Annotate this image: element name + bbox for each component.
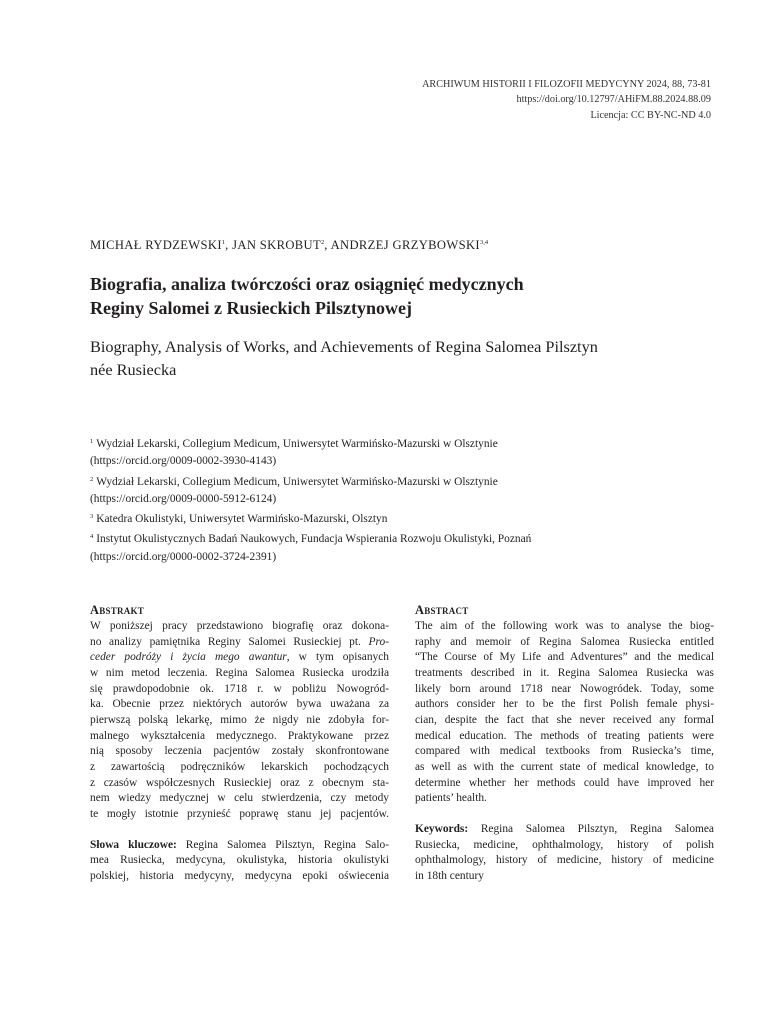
title-english bbox=[90, 335, 710, 381]
title-polish-line: Reginy Salomei z Rusieckich Pilsztynowej bbox=[90, 298, 412, 318]
orcid-link[interactable]: (https://orcid.org/0000-0002-3724-2391) bbox=[90, 550, 277, 563]
title-polish-line: Biografia, analiza twórczości oraz osiągnięć medycznych bbox=[90, 274, 524, 294]
author-name: ANDRZEJ GRZYBOWSKI bbox=[330, 238, 480, 252]
affiliation-marker: 4 bbox=[90, 533, 94, 541]
license-text: Licencja: CC BY-NC-ND 4.0 bbox=[590, 109, 711, 121]
abstract-line: “The Course of My Life and Adventures” and the medical bbox=[415, 651, 714, 664]
orcid-link[interactable]: (https://orcid.org/0009-0000-5912-6124) bbox=[90, 492, 277, 505]
author-list: MICHAŁ RYDZEWSKI$^1$, JAN SKROBUT$^2$, ANDRZEJ GRZYBOWSKI$^{3,4}$ bbox=[90, 238, 489, 252]
keywords-line: Keywords: Regina Salomea Pilsztyn, Regina Salomea bbox=[415, 822, 714, 835]
affiliation-marker: 3 bbox=[90, 513, 94, 521]
keywords-line: Rusiecka, medicine, ophthalmology, history of polish bbox=[415, 838, 714, 851]
author-affiliation-marker: 2 bbox=[321, 239, 325, 246]
doi-link[interactable]: https://doi.org/10.12797/AHiFM.88.2024.88.09 bbox=[516, 94, 711, 106]
slowa-kluczowe-label: Słowa kluczowe: bbox=[90, 838, 177, 851]
abstract-heading: Abstract bbox=[415, 603, 469, 617]
author-affiliation-marker: 1 bbox=[221, 239, 226, 246]
abstrakt-heading: Abstrakt bbox=[90, 603, 144, 617]
abstrakt-line: się prawdopodobnie ok. 1718 r. w pobliżu Nowogród- bbox=[90, 682, 389, 695]
orcid-link[interactable]: (https://orcid.org/0009-0002-3930-4143) bbox=[90, 455, 277, 468]
abstract-line: raphy and memoir of Regina Salomea Rusiecka entitled bbox=[415, 635, 714, 648]
journal-citation: ARCHIWUM HISTORII I FILOZOFII MEDYCYNY 2024, 88, 73-81 bbox=[422, 79, 711, 90]
abstrakt-line: te mogły istotnie przynieść poprawę stanu jej pacjentów. bbox=[90, 807, 389, 820]
author-affiliation-marker: 3,4 bbox=[479, 239, 489, 246]
abstrakt-line: w nim metod leczenia. Regina Salomea Rusiecka urodziła bbox=[90, 666, 389, 679]
abstract-line: authors consider her to be the first Polish female physi- bbox=[415, 698, 714, 711]
title-english-line: Biography, Analysis of Works, and Achievements of Regina Salomea Pilsztyn bbox=[90, 337, 598, 356]
abstrakt-line: no analizy pamiętnika Reginy Salomei Rusieckiej pt. Pro- bbox=[90, 635, 389, 648]
memoir-title-italic: Pro- bbox=[368, 635, 389, 648]
abstrakt-line: W poniższej pracy przedstawiono biografię oraz dokona- bbox=[90, 620, 389, 632]
keywords-label: Keywords: bbox=[415, 822, 469, 835]
author-name: JAN SKROBUT bbox=[232, 238, 322, 252]
affiliation-line: $^3$ Katedra Okulistyki, Uniwersytet Warmińsko-Mazurski, Olsztyn bbox=[90, 513, 388, 526]
journal-header bbox=[291, 77, 711, 123]
abstract-line: treatments described in it. Regina Salomea Rusiecka was bbox=[415, 666, 714, 679]
affiliation-line: $^4$ Instytut Okulistycznych Badań Naukowych, Fundacja Wspierania Rozwoju Okulistyki, Poznań bbox=[90, 533, 532, 546]
slowa-kluczowe-line: Słowa kluczowe: Regina Salomea Pilsztyn, Regina Salo- bbox=[90, 838, 389, 851]
affiliations bbox=[90, 433, 710, 566]
abstract-line: compared with medical textbooks from Rusiecka’s time, bbox=[415, 745, 714, 758]
memoir-title-italic: ceder podróży i życia mego awantur bbox=[90, 651, 287, 664]
keywords-line: ophthalmology, history of medicine, history of medicine bbox=[415, 854, 714, 867]
author-name: MICHAŁ RYDZEWSKI bbox=[90, 238, 222, 252]
abstract-line: patients’ health. bbox=[415, 792, 487, 805]
title-english-line: née Rusiecka bbox=[90, 360, 177, 379]
title-polish bbox=[90, 272, 710, 320]
abstract-line: cian, despite the fact that she never received any formal bbox=[415, 713, 714, 726]
abstrakt-line: ceder podróży i życia mego awantur, w tym opisanych bbox=[90, 651, 389, 664]
abstract-line: likely born around 1718 near Nowogródek. Today, some bbox=[415, 682, 714, 695]
affiliation-marker: 1 bbox=[90, 438, 94, 445]
abstract-english bbox=[415, 603, 714, 885]
affiliation-line: $^2$ Wydział Lekarski, Collegium Medicum, Uniwersytet Warmińsko-Mazurski w Olsztynie bbox=[90, 475, 498, 488]
abstrakt-line: z czasów współczesnych Rusieckiej oraz z obecnym sta- bbox=[90, 776, 389, 789]
abstrakt-line: pierwszą polską lekarkę, mimo że nigdy nie zdobyła for- bbox=[90, 713, 389, 726]
abstrakt-line: ka. Obecnie przez niektórych autorów bywa uważana za bbox=[90, 698, 389, 711]
abstract-line: determine whether her methods could have improved her bbox=[415, 776, 714, 789]
abstrakt-line: malnego wykształcenia medycznego. Praktykowane przez bbox=[90, 729, 389, 742]
abstract-line: as well as with the current state of medical knowledge, to bbox=[415, 760, 714, 773]
slowa-kluczowe-line: polskiej, historia medycyny, medycyna epoki oświecenia bbox=[90, 869, 389, 882]
affiliation-marker: 2 bbox=[90, 475, 94, 483]
abstract-line: The aim of the following work was to analyse the biog- bbox=[415, 620, 714, 632]
affiliation-line: $^1$ Wydział Lekarski, Collegium Medicum, Uniwersytet Warmińsko-Mazurski w Olsztynie bbox=[90, 438, 498, 450]
abstract-line: medical education. The methods of treating patients were bbox=[415, 729, 714, 742]
keywords-line: in 18th century bbox=[415, 869, 484, 882]
abstrakt-line: nią sposoby leczenia pacjentów zostały skonfrontowane bbox=[90, 745, 389, 758]
abstrakt-line: nem wiedzy medycznej w celu stwierdzenia, czy metody bbox=[90, 792, 389, 805]
slowa-kluczowe-line: mea Rusiecka, medycyna, okulistyka, historia okulistyki bbox=[90, 854, 389, 867]
abstrakt-line: z zawartością podręczników lekarskich pochodzących bbox=[90, 760, 389, 773]
abstrakt-polish bbox=[90, 603, 389, 885]
